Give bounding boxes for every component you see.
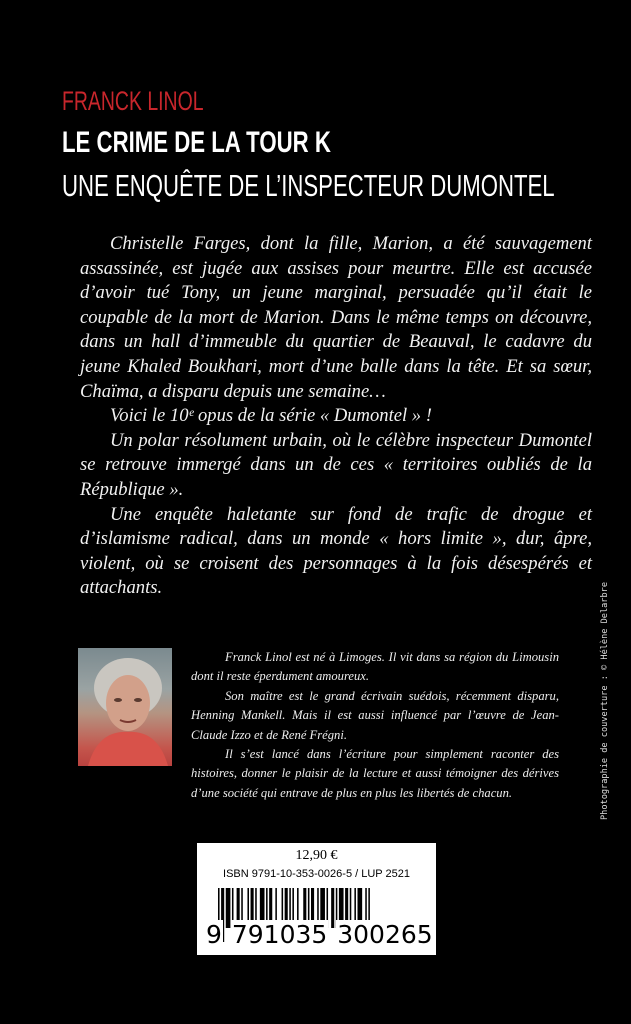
ean-right-digits: 300265 xyxy=(337,920,433,949)
blurb-paragraph: Voici le 10ᵉ opus de la série « Dumontel » ! xyxy=(110,405,432,427)
author-photo xyxy=(78,648,172,766)
bio-paragraph: Franck Linol est né à Limoges. Il vit dans sa région du Limousin dont il reste éperdument amoureux. xyxy=(191,650,559,684)
blurb-paragraph: Christelle Farges, dont la fille, Marion, a été sauvagement assassinée, est jugée aux assises pour meurtre. Elle est accusée d’avoir tué Tony, un jeune marginal, persuadée qu’il était le coupable de la mort de Marion. Dans le même temps on découvre, dans un hall d’immeuble du quartier de Beauval, le cadavre du jeune Khaled Boukhari, mort d’une balle dans la tête. Et sa sœur, Chaïma, a disparu depuis une semaine… xyxy=(80,233,592,402)
book-subtitle xyxy=(62,168,631,204)
blurb xyxy=(80,232,592,601)
ean-digits xyxy=(205,921,434,949)
price: 12,90 € xyxy=(295,848,338,863)
title-text: LE CRIME DE LA TOUR K xyxy=(62,126,331,159)
author-bio xyxy=(191,648,559,803)
blurb-paragraph: Un polar résolument urbain, où le célèbre inspecteur Dumontel se retrouve immergé dans un de ces « territoires oubliés de la République ». xyxy=(80,429,592,500)
blurb-paragraph: Une enquête haletante sur fond de trafic de drogue et d’islamisme radical, dans un monde « hors limite », dur, âpre, violent, où se croisent des personnages à la fois désespérés et attachants. xyxy=(80,503,592,599)
bio-paragraph: Il s’est lancé dans l’écriture pour simplement raconter des histoires, donner le plaisir de la lecture et aussi témoigner des dérives d’une société qui entrave de plus en plus les libertés de chacun. xyxy=(191,747,559,800)
bio-paragraph: Son maître est le grand écrivain suédois, récemment disparu, Henning Mankell. Mais il est aussi influencé par l’œuvre de Jean-Claude Izzo et de René Frégni. xyxy=(191,688,559,742)
ean-first-digit: 9 xyxy=(206,920,222,949)
author-text: FRANCK LINOL xyxy=(62,86,204,116)
isbn: ISBN 9791-10-353-0026-5 / LUP 2521 xyxy=(223,868,410,880)
ean-left-digits: 791035 xyxy=(231,920,328,949)
barcode-label xyxy=(197,843,436,955)
book-title xyxy=(62,126,425,160)
author-portrait-icon xyxy=(78,648,172,766)
author-name xyxy=(62,86,259,117)
subtitle-text: UNE ENQUÊTE DE L’INSPECTEUR DUMONTEL xyxy=(62,168,555,203)
photo-credit: Photographie de couverture : © Hélène Delarbre xyxy=(600,582,610,820)
